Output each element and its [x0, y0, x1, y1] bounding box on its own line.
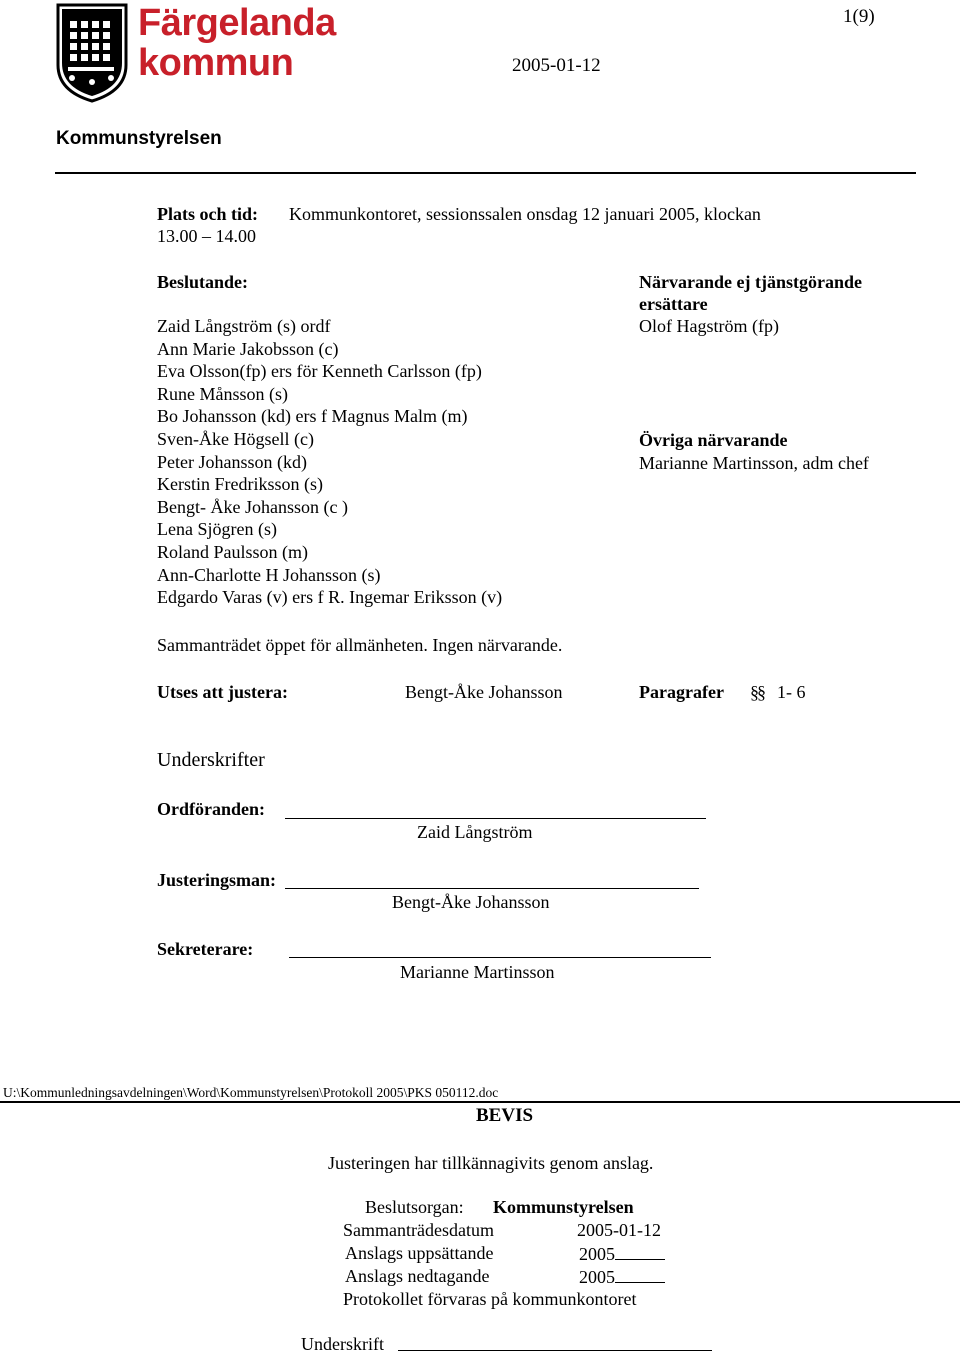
beslutsorgan-label: Beslutsorgan: — [365, 1197, 464, 1217]
list-item: Bengt- Åke Johansson (c ) — [157, 496, 348, 517]
uppsattande-value — [579, 1242, 665, 1266]
underskrift-label: Underskrift — [301, 1334, 384, 1354]
sekreterare-label: Sekreterare: — [157, 939, 254, 959]
nedtagande-value — [579, 1265, 665, 1289]
place-value: Kommunkontoret, sessionssalen onsdag 12 januari 2005, klockan — [289, 204, 761, 224]
municipality-logo — [56, 3, 336, 103]
forvaras-text: Protokollet förvaras på kommunkontoret — [343, 1289, 637, 1309]
list-item: Lena Sjögren (s) — [157, 519, 277, 540]
ersattare-item: Olof Hagström (fp) — [639, 316, 779, 336]
sekreterare-signature-line — [289, 957, 711, 958]
uppsattande-label: Anslags uppsättande — [345, 1243, 494, 1263]
justeringsman-signature-line — [285, 888, 699, 889]
list-item: Roland Paulsson (m) — [157, 541, 308, 562]
coat-of-arms-icon — [56, 3, 128, 103]
ersattare-heading-line2: ersättare — [639, 294, 708, 314]
list-item: Sven-Åke Högsell (c) — [157, 428, 314, 449]
sekreterare-name: Marianne Martinsson — [400, 962, 555, 982]
nedtagande-year: 2005 — [579, 1267, 615, 1287]
list-item: Eva Olsson(fp) ers för Kenneth Carlsson (fp) — [157, 361, 482, 382]
page-number: 1(9) — [843, 6, 875, 27]
public-note: Sammanträdet öppet för allmänheten. Ingen närvarande. — [157, 635, 563, 655]
sammantradesdatum-label: Sammanträdesdatum — [343, 1220, 494, 1240]
list-item: Peter Johansson (kd) — [157, 451, 307, 472]
ordforande-name: Zaid Långström — [417, 822, 533, 842]
nedtagande-label: Anslags nedtagande — [345, 1266, 490, 1286]
sammantradesdatum-value: 2005-01-12 — [577, 1220, 661, 1240]
ersattare-heading-line1: Närvarande ej tjänstgörande — [639, 272, 862, 292]
page-title: Kommunstyrelsen — [56, 128, 222, 149]
ovriga-heading: Övriga närvarande — [639, 430, 788, 450]
list-item: Ann-Charlotte H Johansson (s) — [157, 564, 381, 585]
ordforande-signature-line — [285, 818, 706, 819]
nedtagande-blank — [615, 1265, 665, 1283]
ordforande-label: Ordföranden: — [157, 799, 265, 819]
bevis-title: BEVIS — [476, 1105, 534, 1126]
bevis-statement: Justeringen har tillkännagivits genom anslag. — [328, 1153, 654, 1173]
paragrafer-label: Paragrafer — [639, 682, 724, 702]
paragraf-symbol: §§ — [750, 682, 764, 702]
logo-text-line2: kommun — [138, 42, 294, 84]
file-path: U:\Kommunledningsavdelningen\Word\Kommunstyrelsen\Protokoll 2005\PKS 050112.doc — [3, 1085, 499, 1100]
list-item: Rune Månsson (s) — [157, 383, 288, 404]
footer-divider — [0, 1101, 960, 1103]
beslutsorgan-value: Kommunstyrelsen — [493, 1197, 634, 1217]
justering-name: Bengt-Åke Johansson — [405, 682, 563, 702]
list-item: Bo Johansson (kd) ers f Magnus Malm (m) — [157, 406, 468, 427]
justeringsman-label: Justeringsman: — [157, 870, 277, 890]
underskrift-signature-line — [398, 1350, 712, 1351]
list-item: Ann Marie Jakobsson (c) — [157, 338, 339, 359]
paragraf-value: 1- 6 — [777, 682, 806, 702]
justeringsman-name: Bengt-Åke Johansson — [392, 892, 550, 912]
list-item: Zaid Långström (s) ordf — [157, 316, 331, 336]
ovriga-item: Marianne Martinsson, adm chef — [639, 453, 869, 473]
underskrifter-heading: Underskrifter — [157, 749, 265, 771]
beslutande-list — [157, 315, 502, 609]
place-label: Plats och tid: — [157, 204, 258, 224]
header-divider — [55, 172, 916, 174]
uppsattande-blank — [615, 1242, 665, 1260]
justering-label: Utses att justera: — [157, 682, 288, 702]
document-date: 2005-01-12 — [512, 55, 601, 76]
uppsattande-year: 2005 — [579, 1244, 615, 1264]
list-item: Edgardo Varas (v) ers f R. Ingemar Eriksson (v) — [157, 587, 503, 608]
meeting-time: 13.00 – 14.00 — [157, 226, 256, 246]
beslutande-heading: Beslutande: — [157, 272, 249, 292]
logo-text-line1: Färgelanda — [138, 2, 336, 44]
list-item: Kerstin Fredriksson (s) — [157, 474, 323, 495]
